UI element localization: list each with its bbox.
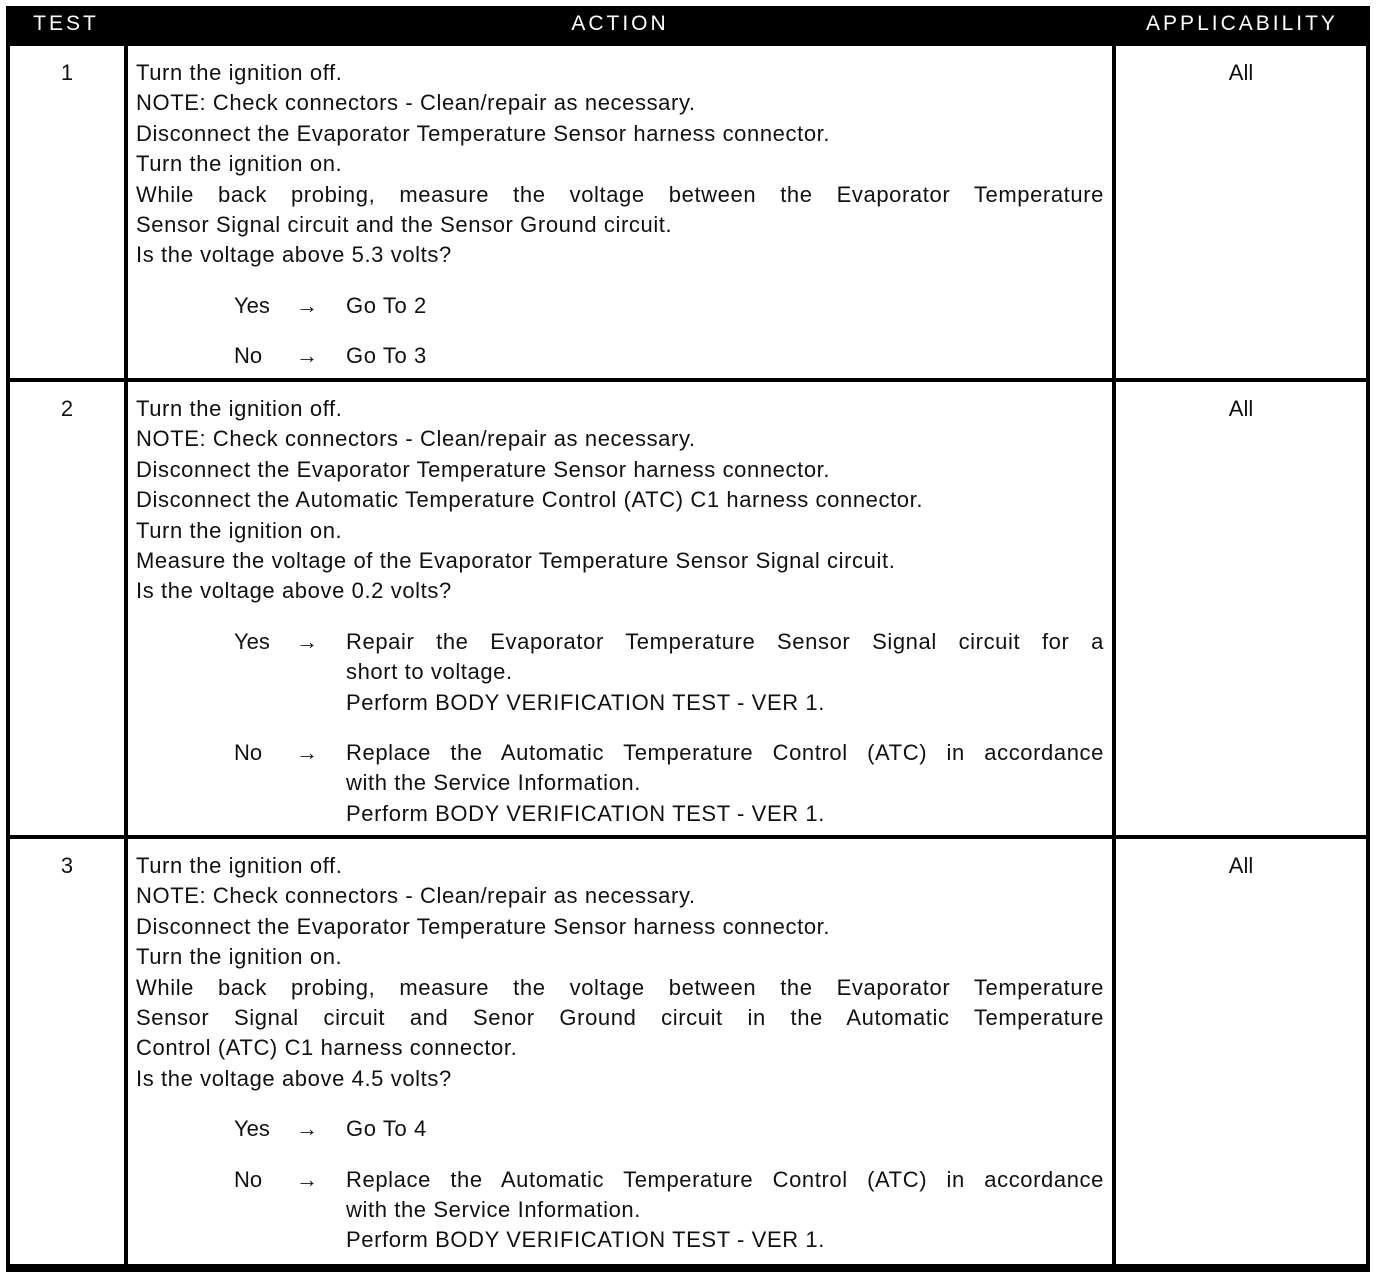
outcome-line: Perform BODY VERIFICATION TEST - VER 1. [346,800,825,826]
yes-outcome [136,627,1104,718]
table-row [10,382,1366,835]
action-line: Turn the ignition off. [136,396,343,421]
no-outcome [136,341,1104,371]
action-line: Is the voltage above 4.5 volts? [136,1065,452,1091]
action-line: Disconnect the Evaporator Temperature Sensor harness connector. [136,120,831,146]
action-line: Disconnect the Evaporator Temperature Sensor harness connector. [136,913,831,939]
action-cell [128,839,1112,1264]
yes-label: Yes [234,1116,270,1142]
yes-label: Yes [234,292,270,318]
header-action: ACTION [571,12,669,35]
action-line: NOTE: Check connectors - Clean/repair as necessary. [136,90,696,116]
action-line: Turn the ignition on. [136,944,343,970]
outcome-line: Replace the Automatic Temperature Control (ATC) in accordance [346,1166,1104,1192]
outcome-line: Replace the Automatic Temperature Control (ATC) in accordance [346,739,1104,765]
no-label: No [234,343,263,369]
action-line: Control (ATC) C1 harness connector. [136,1035,518,1061]
test-number: 2 [10,382,124,835]
table-row [10,839,1366,1264]
action-line: While back probing, measure the voltage between the Evaporator Temperature [136,181,1104,207]
outcome-line: with the Service Information. [346,770,641,796]
outcome-line: short to voltage. [346,659,513,685]
arrow-icon: → [296,343,318,369]
outcome-line: with the Service Information. [346,1196,641,1222]
test-number: 1 [10,46,124,378]
arrow-icon: → [296,1116,318,1142]
no-outcome [136,738,1104,829]
action-line: Measure the voltage of the Evaporator Temperature Sensor Signal circuit. [136,547,896,573]
outcome-line: Go To 2 [346,292,427,318]
outcome-line: Go To 4 [346,1116,427,1142]
no-outcome [136,1165,1104,1256]
header-test: TEST [33,12,99,35]
action-line: Disconnect the Automatic Temperature Control (ATC) C1 harness connector. [136,487,924,513]
outcome-line: Perform BODY VERIFICATION TEST - VER 1. [346,1227,825,1253]
action-line: Turn the ignition off. [136,60,343,85]
applicability-value: All [1116,839,1366,1264]
arrow-icon: → [296,292,318,318]
action-line: Sensor Signal circuit and Senor Ground circuit in the Automatic Temperature [136,1004,1104,1030]
table-row [10,46,1366,378]
outcome-line: Perform BODY VERIFICATION TEST - VER 1. [346,689,825,715]
yes-outcome [136,291,1104,321]
no-label: No [234,739,263,765]
outcome-line: Go To 3 [346,343,427,369]
action-line: While back probing, measure the voltage between the Evaporator Temperature [136,974,1104,1000]
arrow-icon: → [296,628,318,654]
yes-label: Yes [234,628,270,654]
action-line: Turn the ignition on. [136,151,343,177]
action-line: Is the voltage above 0.2 volts? [136,578,452,604]
action-line: Is the voltage above 5.3 volts? [136,242,452,268]
action-line: Sensor Signal circuit and the Sensor Ground circuit. [136,211,673,237]
action-line: Turn the ignition on. [136,517,343,543]
header-applicability: APPLICABILITY [1146,12,1338,35]
applicability-value: All [1116,46,1366,378]
applicability-value: All [1116,382,1366,835]
action-cell [128,46,1112,378]
diagnostic-table [6,6,1370,1272]
no-label: No [234,1166,263,1192]
action-line: Turn the ignition off. [136,853,343,878]
test-number: 3 [10,839,124,1264]
arrow-icon: → [296,739,318,765]
action-line: NOTE: Check connectors - Clean/repair as necessary. [136,883,696,909]
action-line: NOTE: Check connectors - Clean/repair as necessary. [136,426,696,452]
action-cell [128,382,1112,835]
action-line: Disconnect the Evaporator Temperature Sensor harness connector. [136,456,831,482]
arrow-icon: → [296,1166,318,1192]
outcome-line: Repair the Evaporator Temperature Sensor Signal circuit for a [346,628,1104,654]
yes-outcome [136,1114,1104,1144]
